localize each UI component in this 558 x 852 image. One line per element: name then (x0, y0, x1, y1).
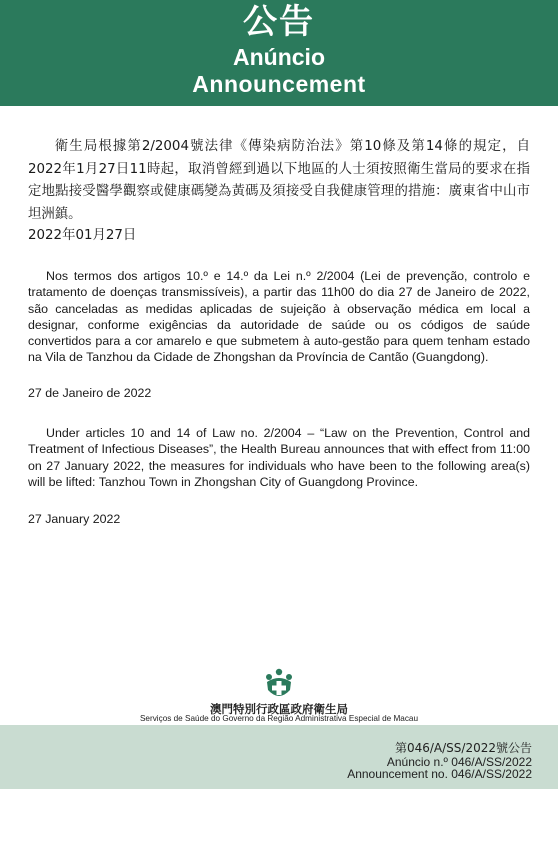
reference-number-zh: 第046/A/SS/2022號公告 (394, 741, 532, 755)
paragraph-pt: Nos termos dos artigos 10.º e 14.º da Lei n.º 2/2004 (Lei de prevenção, controlo e tratamento de doenças transmissíveis), a partir das 11h00 do dia 27 de Janeiro de 2022, são canceladas as medidas aplicadas de sujeição à observação médica em local a designar, conforme exigências da autoridade de saúde ou os códigos de saúde convertidos para a cor amarelo e que submetem à auto-gestão para quem tenham estado na Vila de Tanzhou da Cidade de Zhongshan da Província de Cantão (Guangdong). (28, 269, 530, 365)
date-pt: 27 de Janeiro de 2022 (28, 386, 152, 400)
paragraph-en: Under articles 10 and 14 of Law no. 2/2004 – “Law on the Prevention, Control and Treatment of Infectious Diseases”, the Health Bureau announces that with effect from 11:00 on 27 January 2022, the measures for individuals who have been to the following area(s) will be lifted: Tanzhou Town in Zhongshan City of Guangdong Province. (28, 426, 530, 490)
title-pt: Anúncio (233, 44, 325, 70)
reference-number-en: Announcement no. 046/A/SS/2022 (347, 767, 532, 781)
health-bureau-logo-icon (0, 668, 558, 705)
date-en: 27 January 2022 (28, 512, 121, 526)
date-zh: 2022年01月27日 (28, 228, 137, 243)
title-en: Announcement (192, 71, 366, 97)
reference-footer (0, 725, 558, 789)
announcement-header (0, 0, 558, 106)
organization-name-zh: 澳門特別行政區政府衛生局 (210, 702, 348, 716)
reference-number-pt: Anúncio n.º 046/A/SS/2022 (386, 755, 532, 769)
title-zh: 公告 (243, 2, 315, 42)
organization-name-pt: Serviços de Saúde do Governo da Região Administrativa Especial de Macau (139, 714, 419, 723)
paragraph-zh: 衛生局根據第2/2004號法律《傳染病防治法》第10條及第14條的規定，自2022年1月27日11時起，取消曾經到過以下地區的人士須按照衛生當局的要求在指定地點接受醫學觀察或健康碼變為黃碼及須接受自我健康管理的措施：廣東省中山市坦洲鎮。 (28, 139, 530, 222)
